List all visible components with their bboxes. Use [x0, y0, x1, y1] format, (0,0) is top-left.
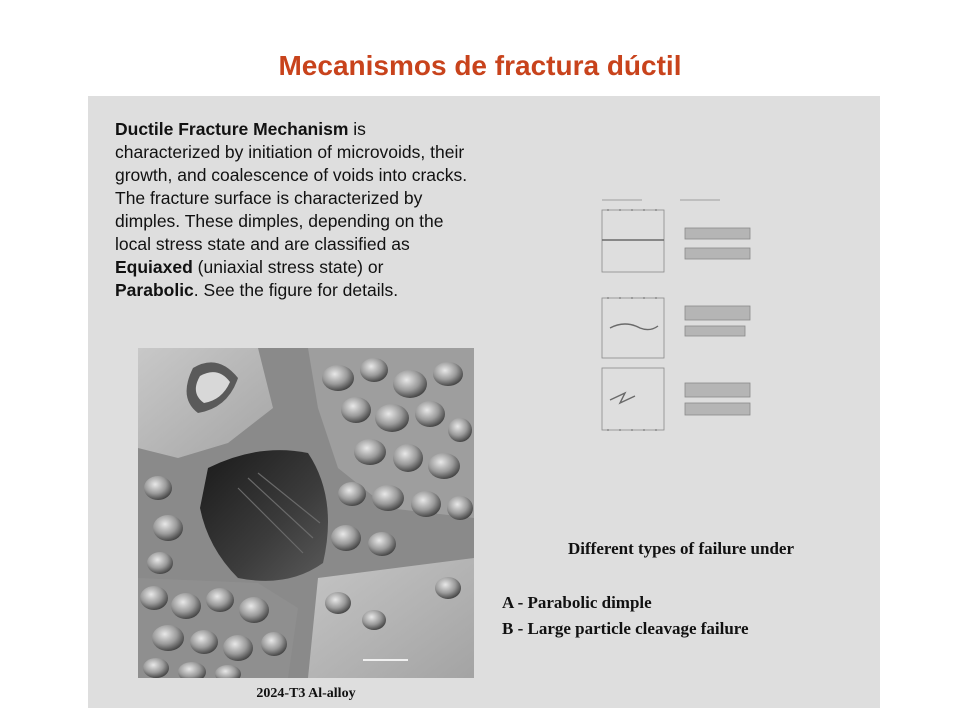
term-ductile-fracture: Ductile Fracture Mechanism — [115, 119, 349, 139]
legend-key-b: B — [502, 619, 514, 638]
fracture-micrograph — [138, 348, 474, 678]
legend-item-a — [502, 593, 652, 613]
content-panel — [88, 96, 880, 708]
failure-types-heading: Different types of failure under — [568, 539, 795, 558]
legend-item-b — [502, 619, 749, 639]
intro-text-1: is characterized by initiation of microvoids, their growth, and coalescence of voids into cracks. The fracture surface is characterized by dimples. These dimples, depending on the local stress state and are classified as — [115, 119, 468, 254]
legend-key-a: A — [502, 593, 514, 612]
intro-paragraph — [115, 118, 470, 302]
legend-text-b: - Large particle cleavage failure — [513, 619, 749, 638]
term-parabolic: Parabolic — [115, 280, 194, 300]
micrograph-caption: 2024-T3 Al-alloy — [256, 686, 356, 701]
legend-text-a: - Parabolic dimple — [513, 593, 652, 612]
intro-text-2: (uniaxial stress state) or — [192, 257, 384, 277]
term-equiaxed: Equiaxed — [115, 257, 193, 277]
intro-text-3: . See the figure for details. — [193, 280, 399, 300]
slide-title: Mecanismos de fractura dúctil — [278, 50, 682, 81]
failure-type-schematic — [580, 188, 760, 438]
micrograph-image — [138, 348, 474, 678]
